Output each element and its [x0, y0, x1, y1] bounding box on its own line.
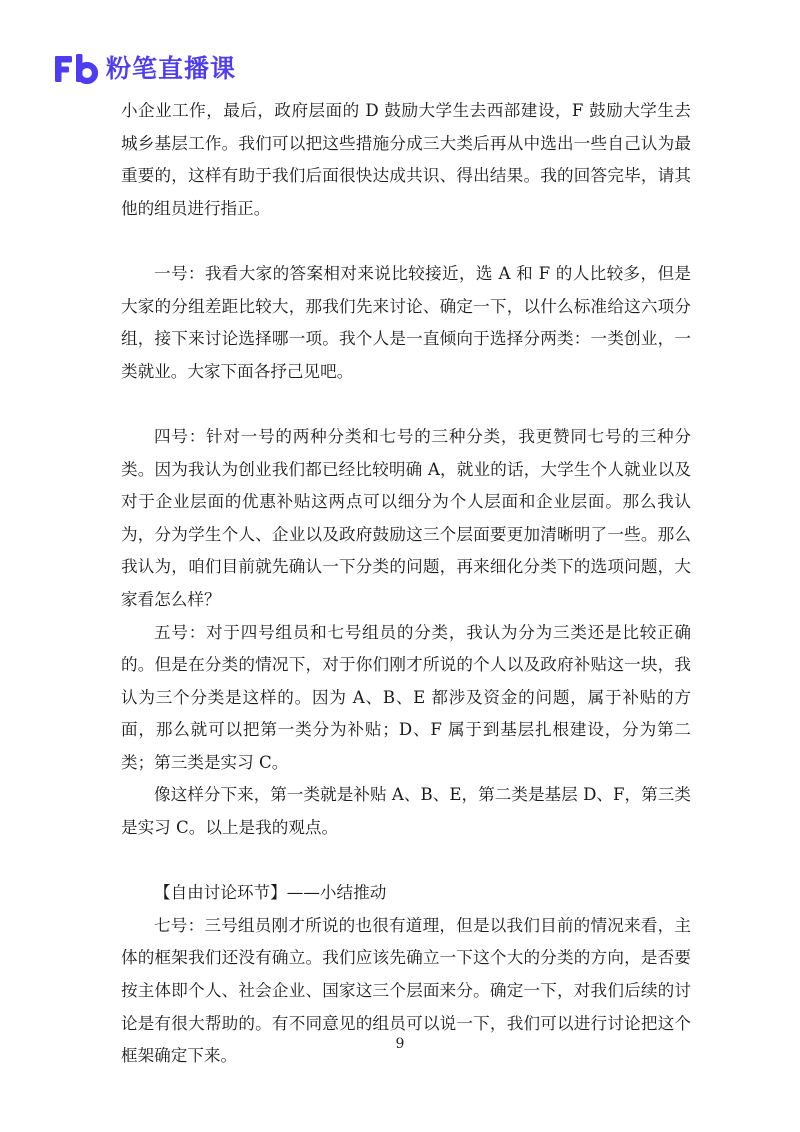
- section-heading: 【自由讨论环节】——小结推动: [154, 883, 387, 903]
- blank-line: [121, 845, 691, 878]
- brand-name: 粉笔直播课: [106, 54, 237, 83]
- paragraph-speaker-4: 四号：针对一号的两种分类和七号的三种分类，我更赞同七号的三种分类。因为我认为创业我们都已经比较明确 A，就业的话，大学生个人就业以及对于企业层面的优惠补贴这两点可以细分为个人层面和企业层面。那么我认为，分为学生个人、企业以及政府鼓励这三个层面要更加清晰明了一些。那么我认为，咱们目前就先确认一下分类的问题，再来细化分类下的选项问题，大家看怎么样？: [121, 426, 691, 609]
- paragraph-speaker-5: 五号：对于四号组员和七号组员的分类，我认为分为三类还是比较正确的。但是在分类的情况下，对于你们刚才所说的个人以及政府补贴这一块，我认为三个分类是这样的。因为 A、B、E 都涉及资金的问题，属于补贴的方面，那么就可以把第一类分为补贴；D、F 属于到基层扎根建设，分为第二类；第三类是实习 C。: [121, 622, 691, 772]
- fb-logo-icon: [54, 52, 98, 86]
- blank-line: [121, 388, 691, 421]
- page-number: 9: [395, 1036, 405, 1052]
- paragraph-speaker-5-summary: 像这样分下来，第一类就是补贴 A、B、E，第二类是基层 D、F，第三类是实习 C。以上是我的观点。: [121, 785, 691, 838]
- blank-line: [121, 225, 691, 258]
- paragraph-speaker-1: 一号：我看大家的答案相对来说比较接近，选 A 和 F 的人比较多，但是大家的分组差距比较大，那我们先来讨论、确定一下，以什么标准给这六项分组，接下来讨论选择哪一项。我个人是一直倾向于选择分两类：一类创业，一类就业。大家下面各抒己见吧。: [121, 263, 691, 381]
- paragraph-speaker-7: 七号：三号组员刚才所说的也很有道理，但是以我们目前的情况来看，主体的框架我们还没有确立。我们应该先确立一下这个大的分类的方向，是否要按主体即个人、社会企业、国家这三个层面来分。确定一下，对我们后续的讨论是有很大帮助的。有不同意见的组员可以说一下，我们可以进行讨论把这个框架确定下来。: [121, 915, 691, 1066]
- document-body: [121, 95, 691, 1073]
- page-header: [54, 52, 236, 86]
- paragraph-continued: 小企业工作，最后，政府层面的 D 鼓励大学生去西部建设，F 鼓励大学生去城乡基层工作。我们可以把这些措施分成三大类后再从中选出一些自己认为最重要的，这样有助于我们后面很快达成共识、得出结果。我的回答完毕，请其他的组员进行指正。: [121, 101, 691, 218]
